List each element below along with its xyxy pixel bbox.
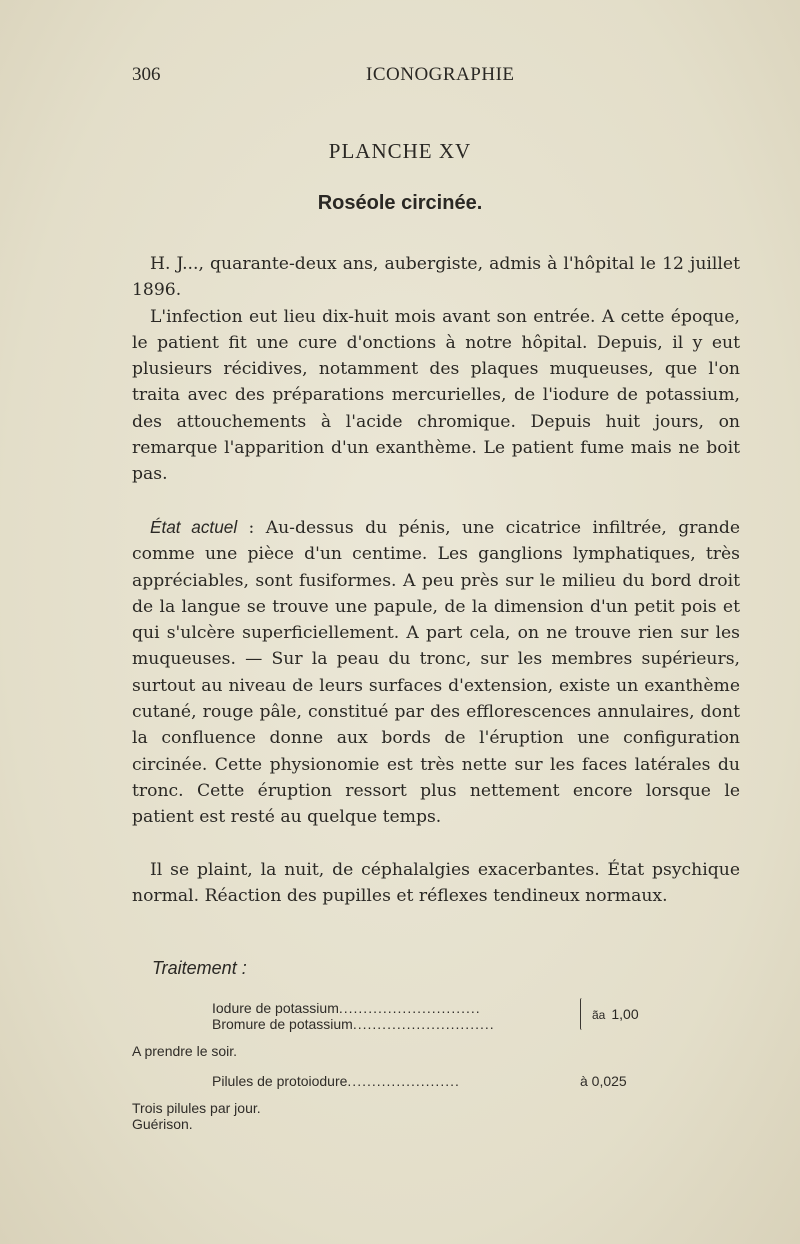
paragraph-patient: H. J..., quarante-deux ans, aubergiste, admis à l'hôpital le 12 juillet 1896.	[132, 254, 740, 301]
dose-aa: ãa	[592, 1008, 606, 1022]
current-state	[132, 514, 740, 831]
rx-dose-combined	[592, 1006, 639, 1022]
dose-value: 1,00	[611, 1006, 639, 1022]
current-state-text: : Au-dessus du pénis, une cicatrice infiltrée, grande comme une pièce d'un centime. Les ganglions lymphatiques, très appréciables, sont fusiformes. A peu près sur le milieu du bord droit de la langue se trouve une papule, de la dimension d'un petit pois et qui s'ulcère superficiellement. A part cela, on ne trouve rien sur les muqueuses. — Sur la peau du tronc, sur les membres supérieurs, surtout au niveau de leurs surfaces d'extension, existe un exanthème cutané, rouge pâle, constitué par des efflorescences annulaires, dont la confluence donne aux bords de l'éruption une configuration circinée. Cette physionomie est très nette sur les faces latérales du tronc. Cette éruption ressort plus nettement encore lorsque le patient est resté au quelque temps.	[132, 518, 740, 828]
rx-item-bromure: Bromure de potassium.............................	[212, 1016, 495, 1032]
section-title: Roséole circinée.	[317, 192, 483, 214]
rx-instruction-daily: Trois pilules par jour.	[132, 1100, 261, 1116]
treatment-heading: Traitement :	[152, 958, 247, 978]
brace-icon	[580, 998, 585, 1030]
rx-outcome: Guérison.	[132, 1116, 193, 1132]
plate-title: PLANCHE XV	[328, 139, 472, 163]
case-history	[132, 251, 740, 488]
paragraph-infection: L'infection eut lieu dix-huit mois avant son entrée. A cette époque, le patient fit une cure d'onctions à notre hôpital. Depuis, il y eut plusieurs récidives, notamment des plaques muqueuses, que l'on traita avec des préparations mercurielles, de l'iodure de potassium, des attouchements à l'acide chromique. Depuis huit jours, on remarque l'apparition d'un exanthème. Le patient fume mais ne boit pas.	[132, 306, 740, 485]
rx-item-pilules: Pilules de protoiodure.......................	[212, 1073, 460, 1089]
rx-item-iodure: Iodure de potassium.............................	[212, 1000, 481, 1016]
rx-dose-pilules: à 0,025	[580, 1073, 627, 1089]
running-head	[132, 64, 740, 88]
paragraph-complaints: Il se plaint, la nuit, de céphalalgies exacerbantes. État psychique normal. Réaction des pupilles et réflexes tendineux normaux.	[132, 860, 740, 907]
page-number: 306	[132, 64, 161, 85]
running-title: ICONOGRAPHIE	[366, 64, 515, 85]
complaints	[132, 857, 740, 910]
current-state-lead: État actuel	[150, 517, 238, 537]
rx-instruction-evening: A prendre le soir.	[132, 1043, 238, 1059]
